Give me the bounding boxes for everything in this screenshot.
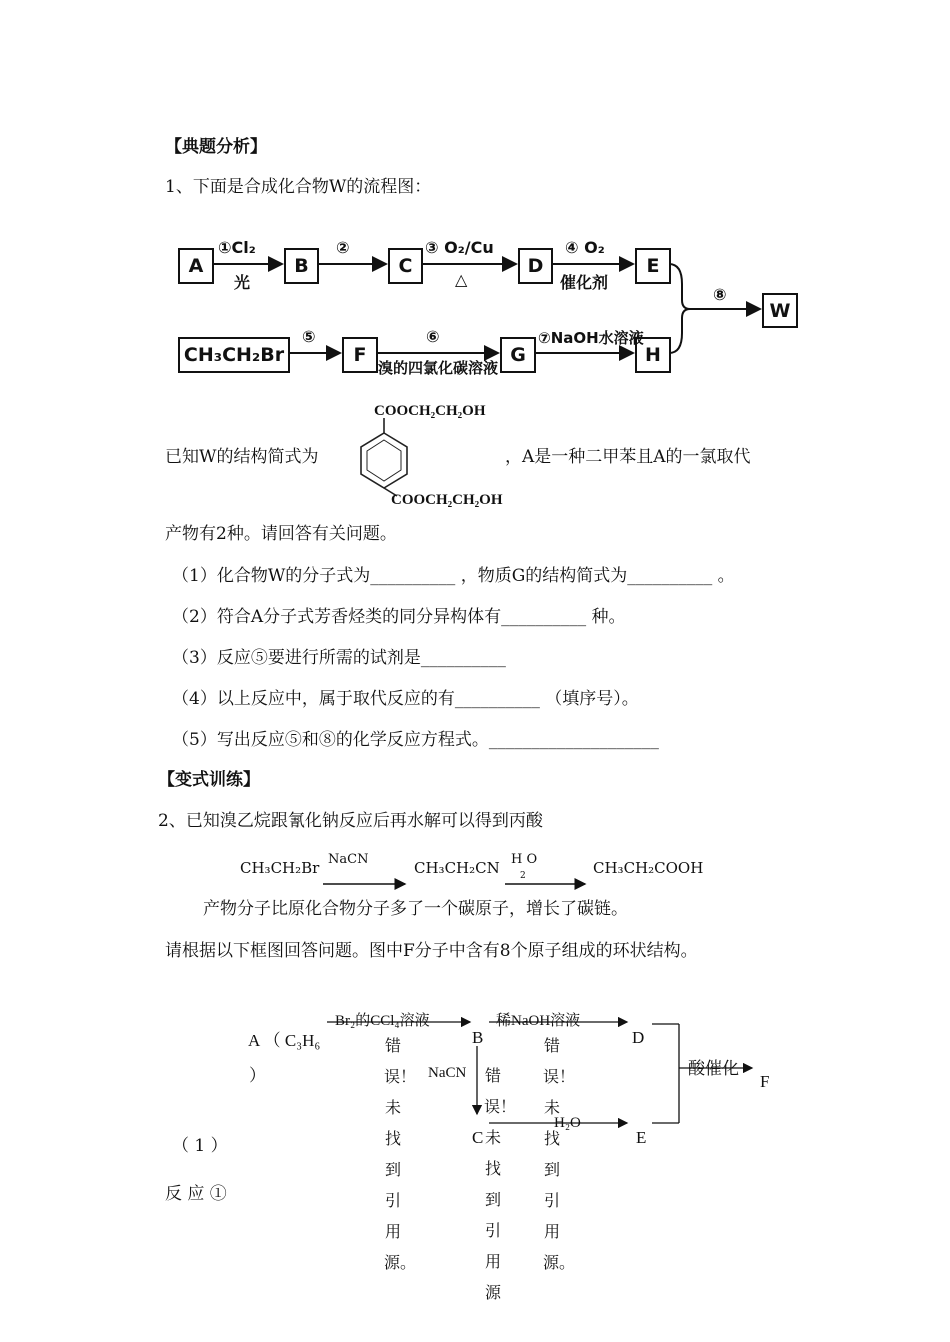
q1-part1: （1）化合物W的分子式为__________ ，物质G的结构简式为__________ 。 [172, 566, 735, 586]
compound-c-box: C [388, 248, 423, 284]
flow2-h2o: H₂O [554, 1115, 581, 1131]
known-prefix: 已知W的结构简式为 [165, 447, 319, 467]
flow2-c: C [472, 1128, 484, 1147]
step1-reagent: ①Cl₂ [218, 238, 256, 257]
ethyl-bromide-box: CH₃CH₂Br [178, 337, 290, 373]
eq-product: CH₃CH₂COOH [593, 859, 704, 877]
question2-intro: 2、已知溴乙烷跟氰化钠反应后再水解可以得到丙酸 [158, 811, 543, 831]
flow2-acid-label: 酸催化 [688, 1059, 739, 1079]
compound-h-box: H [635, 337, 671, 373]
flow2-e: E [636, 1128, 647, 1147]
step6-condition: 溴的四氯化碳溶液 [378, 359, 499, 377]
flow2-f: F [760, 1072, 770, 1091]
compound-f-box: F [342, 337, 378, 373]
compound-g-box: G [500, 337, 536, 373]
eq-intermediate: CH₃CH₂CN [414, 859, 500, 877]
compound-d-box: D [518, 248, 553, 284]
section1-heading: 【典题分析】 [165, 137, 267, 157]
step8-label: ⑧ [713, 285, 727, 304]
flow2-b: B [472, 1028, 484, 1047]
w-bottom-group: COOCH₂CH₂OH [391, 492, 503, 508]
w-top-group: COOCH₂CH₂OH [374, 403, 486, 419]
compound-e-box: E [635, 248, 671, 284]
eq-reagent1: NaCN [328, 852, 369, 867]
eq-reactant: CH₃CH₂Br [240, 859, 320, 877]
q2-part1-number: （ 1 ） [172, 1136, 228, 1156]
error-ref-column-1: 错误！未找到引用源。 [384, 1036, 417, 1272]
q1-part3: （3）反应⑤要进行所需的试剂是__________ [172, 648, 506, 668]
step3-condition: △ [455, 270, 468, 289]
error-ref-column-2: 错误！未找到引用源 [484, 1066, 517, 1302]
flow2-br-label: Br₂的CCl₄溶液 [335, 1013, 430, 1029]
q1-part5: （5）写出反应⑤和⑧的化学反应方程式。____________________ [172, 730, 659, 750]
step1-condition: 光 [234, 273, 251, 292]
question1-intro: 1、下面是合成化合物W的流程图： [165, 177, 432, 197]
step5-label: ⑤ [302, 327, 316, 346]
q2-instruction: 请根据以下框图回答问题。图中F分子中含有8个原子组成的环状结构。 [165, 941, 698, 961]
eq-reagent2: H O [511, 852, 538, 867]
step4-condition: 催化剂 [560, 273, 609, 292]
step6-label: ⑥ [426, 327, 440, 346]
flow2-d: D [632, 1028, 645, 1047]
known-suffix: ，A是一种二甲苯且A的一氯取代 [505, 447, 751, 467]
step4-reagent: ④ O₂ [565, 238, 605, 257]
section2-heading: 【变式训练】 [158, 770, 260, 790]
compound-w-box: W [762, 293, 798, 328]
compound-a-box: A [178, 248, 214, 284]
step3-reagent: ③ O₂/Cu [425, 238, 494, 257]
q1-part2: （2）符合A分子式芳香烃类的同分异构体有__________ 种。 [172, 607, 626, 627]
q1-part4: （4）以上反应中，属于取代反应的有__________ （填序号）。 [172, 689, 639, 709]
compound-b-box: B [284, 248, 319, 284]
step7-reagent: ⑦NaOH水溶液 [538, 329, 644, 347]
q2-part1-text: 反 应 ① [165, 1184, 227, 1204]
q2-note: 产物分子比原化合物分子多了一个碳原子，增长了碳链。 [203, 899, 628, 919]
known-line2: 产物有2种。请回答有关问题。 [165, 524, 397, 544]
flow2-nacn: NaCN [428, 1065, 467, 1081]
step2-label: ② [336, 238, 350, 257]
error-ref-column-3: 错误！未找到引用源。 [543, 1036, 576, 1272]
flow2-naoh-label: 稀NaOH溶液 [496, 1013, 581, 1029]
eq-reagent2-sub: 2 [520, 871, 526, 881]
flow2-a-label: A （ C₃H₆ [248, 1031, 321, 1050]
flow2-a-close: ） [249, 1066, 266, 1086]
